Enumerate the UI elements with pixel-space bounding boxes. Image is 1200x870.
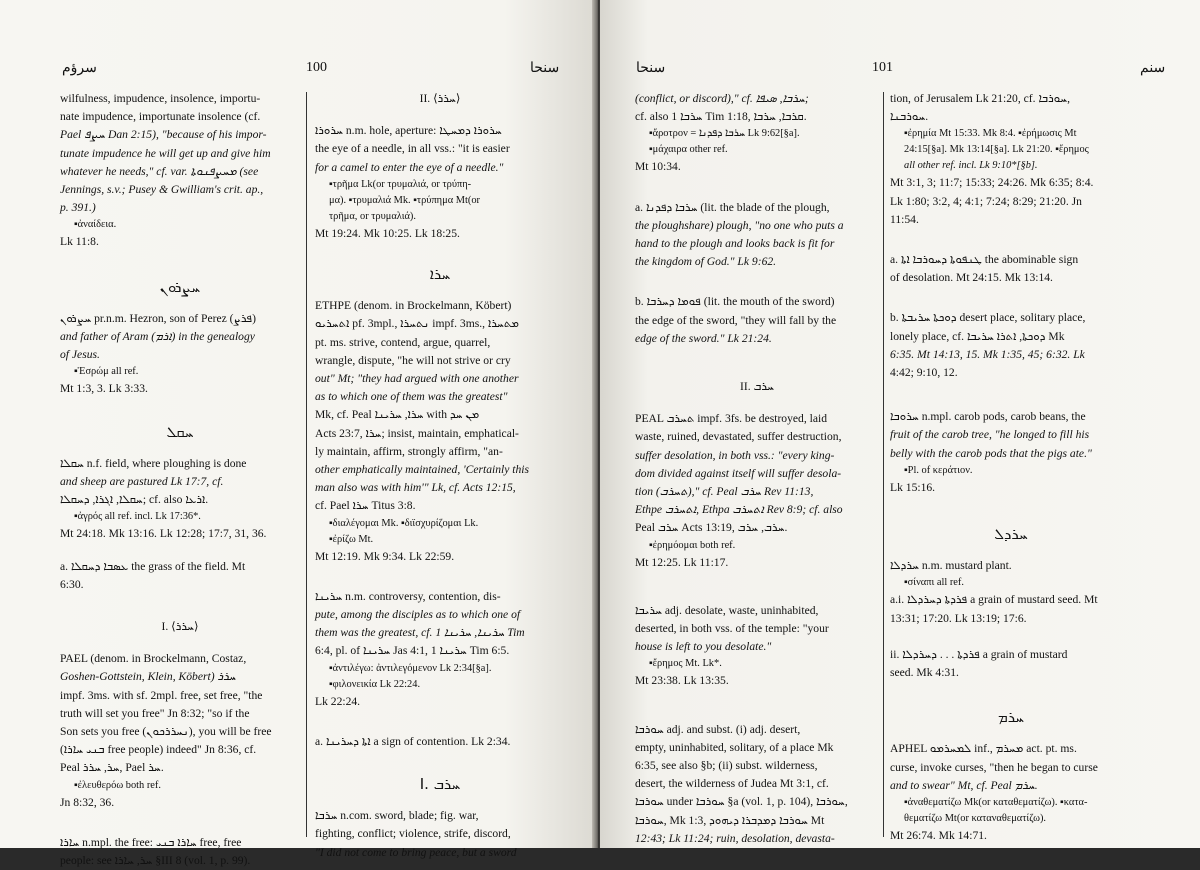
greek-equivalent: ▪ἔρημος Mt. Lk*. [649, 658, 722, 670]
entry-line: ܚܪܝܒܐ adj. desolate, waste, uninhabited, [635, 603, 819, 617]
entry-line: nate impudence, importunate insolence (cf. [60, 110, 261, 124]
reference-line: Lk 11:8. [60, 235, 99, 249]
greek-equivalent: ▪ἐρημία Mt 15:33. Mk 8:4. ▪ἐρήμωσις Mt [904, 128, 1077, 140]
entry-line: other emphatically maintained, 'Certainly this [315, 463, 530, 477]
reference-line: Mt 12:25. Lk 11:17. [635, 555, 729, 569]
left-runhead-left: سرؤم [62, 61, 97, 76]
entry-line: tion (ܬܚܪܒ)," cf. Peal ܚܪܒ Rev 11:13, [635, 485, 814, 499]
root-heading: I. ⟨ܚܪܪ⟩ [161, 620, 199, 634]
entry-line: deserted, in both vss. of the temple: "your [635, 622, 829, 636]
entry-line: 6:35, see also §b; (ii) subst. wilderness, [635, 759, 818, 773]
entry-line: the edge of the sword, "they will fall by the [635, 313, 837, 327]
reference-line: Mt 19:24. Mk 10:25. Lk 18:25. [315, 226, 460, 240]
entry-line: ܚܪܒܐ n.com. sword, blade; fig. war, [315, 809, 479, 823]
entry-line: ܚܘܪܒܐ, Mk 1:3, ܚܘܪܒܐ ܕܡܕܒܪܐ ܕܝܗܘܕ Mt [635, 813, 825, 827]
entry-line: edge of the sword." Lk 21:24. [635, 331, 772, 345]
entry-line: 6:30. [60, 577, 84, 591]
entry-line: ܚܨܪܘܢ pr.n.m. Hezron, son of Perez (ܦܪܨ) [60, 311, 256, 325]
entry-line: Ethpe ܐܬܚܪܒ, Ethpa ܐܬܚܪܒ Rev 8:9; cf. also [635, 503, 843, 517]
entry-line: hand to the plough and looks back is fit for [635, 237, 835, 251]
entry-line: Jennings, s.v.; Pusey & Gwilliam's crit. ap., [60, 183, 264, 197]
greek-equivalent: ▪μάχαιρα other ref. [649, 144, 728, 156]
entry-line: "I did not come to bring peace, but a sword [315, 845, 517, 859]
entry-line: pt. ms. strive, contend, argue, quarrel, [315, 335, 491, 349]
left-page-column-1 [60, 90, 300, 870]
entry-line: tunate impudence he will get up and give him [60, 146, 271, 160]
greek-equivalent: ▪ἐρίζω Mt. [329, 533, 374, 545]
entry-line: the ploughshare) plough, "no one who puts a [635, 218, 844, 232]
greek-equivalent: ▪ἀγρός all ref. incl. Lk 17:36*. [74, 511, 201, 523]
left-page-number: 100 [306, 60, 327, 75]
greek-equivalent: ▪ἐλευθερόω both ref. [74, 779, 161, 791]
entry-line: 6:4, pl. of ܚܪܝܢܐ Jas 4:1, ܚܪܝܢܐ 1 Tim 6:5. [315, 644, 510, 658]
greek-equivalent: θεματίζω Mt(or καταναθεματίζω). [904, 813, 1047, 825]
entry-line: seed. Mk 4:31. [890, 666, 959, 680]
reference-line: Mt 3:1, 3; 11:7; 15:33; 24:26. Mk 6:35; 8:4. [890, 176, 1094, 190]
entry-line: ii. ܦܪܕܬܐ . . . ܕܚܪܕܠܐ a grain of mustard [890, 647, 1068, 661]
entry-line: 12:43; Lk 11:24; ruin, desolation, devasta- [635, 831, 835, 845]
greek-equivalent: τρῆμα, or τρυμαλιά). [329, 210, 416, 222]
entry-line: fighting, conflict; violence, strife, discord, [315, 827, 511, 841]
entry-line: impf. 3ms. with sf. 2mpl. free, set free, "the [60, 688, 263, 702]
entry-line: and father of Aram (ܐܪܡ) in the genealogy [60, 330, 255, 344]
left-page [0, 0, 594, 868]
entry-line: fruit of the carob tree, "he longed to fill his [890, 428, 1090, 442]
root-heading: I. ܚܪܒ [419, 775, 461, 794]
root-heading: II. ܚܪܒ [739, 380, 775, 394]
greek-equivalent: ▪τρῆμα Lk(or τρυμαλιά, or τρύπη- [329, 178, 472, 190]
entry-line: APHEL ܠܡܚܪܡܘ inf., ܡܚܪܡ act. pt. ms. [890, 742, 1077, 756]
reference-line: Lk 22:24. [315, 694, 361, 708]
greek-equivalent: ▪φιλονεικία Lk 22:24. [329, 678, 421, 690]
root-heading: ܚܪܡ [997, 708, 1025, 727]
greek-equivalent: μα). ▪τρυμαλιά Mk. ▪τρύπημα Mt(or [329, 194, 480, 206]
greek-equivalent: 24:15[§a]. Mk 13:14[§a]. Lk 21:20. ▪ἔρημος [904, 144, 1089, 156]
greek-equivalent: ▪ἐρημόομαι both ref. [649, 539, 736, 551]
entry-line: (ܒܢܝ ܚܐܪܐ free people) indeed" Jn 8:36, cf. [60, 743, 257, 757]
entry-line: b. ܦܘܡܐ ܕܚܪܒܐ (lit. the mouth of the sword) [635, 295, 835, 309]
reference-line: Mt 1:3, 3. Lk 3:33. [60, 382, 148, 396]
column-divider [306, 92, 307, 837]
column-divider [883, 92, 884, 837]
right-runhead-left: سنحا [636, 61, 666, 76]
entry-line: PAEL (denom. in Brockelmann, Costaz, [60, 652, 247, 666]
entry-line: a. ܐܬܐ ܕܚܪܝܢܐ a sign of contention. Lk 2:34. [315, 734, 511, 748]
entry-line: Pael ܚܨܦ Dan 2:15), "because of his impor- [60, 128, 267, 142]
right-page-column-1 [635, 90, 879, 848]
greek-equivalent: ▪ἀναθεματίζω Mk(or καταθεματίζω). ▪κατα- [904, 797, 1088, 809]
entry-line: as to which one of them was the greatest" [315, 390, 508, 404]
entry-line: ܚܪܝܢܐ n.m. controversy, contention, dis- [315, 589, 501, 603]
greek-equivalent: ▪ἄροτρον = ܚܪܒܐ ܕܦܕܢܐ Lk 9:62[§a]. [649, 128, 800, 140]
entry-line: ܚܪܘܒܐ n.mpl. carob pods, carob beans, the [890, 410, 1086, 424]
entry-line: 13:31; 17:20. Lk 13:19; 17:6. [890, 611, 1027, 625]
entry-line: PEAL ܬܚܪܒ impf. 3fs. be destroyed, laid [635, 412, 828, 426]
entry-line: ܚܪܕܠܐ n.m. mustard plant. [890, 559, 1012, 573]
entry-line: the eye of a needle, in all vss.: "it is easier [315, 142, 510, 156]
entry-line: a. ܚܪܒܐ ܕܦܕܢܐ (lit. the blade of the plough, [635, 200, 830, 214]
entry-line: man also was with him'" Lk, cf. Acts 12:15, [315, 481, 516, 495]
entry-line: ܚܘܪܒܢܐ. [890, 110, 929, 124]
reference-line: Mt 26:74. Mk 14:71. [890, 829, 987, 843]
entry-line: Acts 23:7, ܚܪܐ; insist, maintain, emphatical- [315, 426, 519, 440]
greek-equivalent: ▪ἀναίδεια. [74, 219, 117, 231]
root-heading: ܚܨܪܘܢ [159, 277, 201, 296]
right-page [600, 0, 1200, 848]
entry-line: out" Mt; "they had argued with one another [315, 372, 519, 386]
entry-line: a. ܥܣܒܐ ܕܚܩܠܐ the grass of the field. Mt [60, 559, 246, 573]
entry-line: (conflict, or discord)," cf. ܚܪܒܐ, ܣܝܦܐ; [635, 92, 809, 105]
right-runhead-right: سنم [1140, 61, 1166, 76]
reference-line: Lk 15:16. [890, 480, 936, 494]
entry-line: Son sets you free (ܢܚܪܪܟܘܢ), you will be free [60, 725, 272, 739]
entry-line: waste, ruined, devastated, suffer destruction, [635, 430, 842, 444]
greek-equivalent: ▪Pl. of κεράτιον. [904, 464, 973, 476]
entry-line: dom divided against itself will suffer desola- [635, 466, 842, 480]
greek-equivalent: all other ref. incl. Lk 9:10*[§b]. [904, 160, 1038, 172]
entry-line: whatever he needs," cf. var. ܡܚܨܦܢܘܬܐ (see [60, 164, 259, 178]
entry-line: ܚܐܪܐ n.mpl. the free: ܚܐܪܐ ܒܢܝ free, free [60, 835, 242, 849]
entry-line: Goshen-Gottstein, Klein, Köbert) ܚܪܪ [60, 670, 236, 684]
entry-line: ܚܩܠܐ, ܐܓܪܐ, ܕܚܩܠܐ; cf. also ܐܪܥܐ. [60, 493, 209, 507]
entry-line: ܚܘܪܒܐ under ܚܘܪܒܐ §a (vol. 1, p. 104), ܚܘܪܒܐ, [635, 795, 848, 809]
entry-line: cf. Pael ܚܪܐ Titus 3:8. [315, 499, 416, 513]
entry-line: wrangle, dispute, "he will not strive or cry [315, 353, 511, 367]
entry-line: of desolation. Mt 24:15. Mk 13:14. [890, 271, 1053, 285]
reference-line: Mt 23:38. Lk 13:35. [635, 674, 729, 688]
reference-line: Lk 1:80; 3:2, 4; 4:1; 7:24; 8:29; 21:20. Jn [890, 194, 1082, 208]
reference-line: Mt 10:34. [635, 160, 681, 174]
root-heading: ܚܩܠ [166, 422, 194, 441]
entry-line: Mk, cf. Peal ܚܪܐ, ܚܪܝܢܐ with ܡܢ ܚܕ [315, 408, 480, 422]
greek-equivalent: ▪Ἑσρώμ all ref. [74, 366, 139, 378]
left-page-column-2 [315, 90, 565, 862]
entry-line: ܚܪܘܪܐ n.m. hole, aperture: ܚܪܘܪܐ ܕܡܚܛܐ [315, 124, 502, 138]
entry-line: a.i. ܦܪܕܬܐ ܕܚܪܕܠܐ a grain of mustard seed. Mt [890, 593, 1098, 607]
entry-line: and to swear" Mt, cf. Peal ܚܪܡ. [890, 778, 1038, 792]
entry-line: a. ܛܢܦܘܬܐ ܕܚܘܪܒܐ ܐܬܐ the abominable sign [890, 253, 1079, 267]
entry-line: 4:42; 9:10, 12. [890, 366, 958, 380]
entry-line: wilfulness, impudence, insolence, importu- [60, 92, 261, 105]
entry-line: ܐܬܚܪܝܘ pf. 3mpl., ܢܬܚܪܐ impf. 3ms., ܡܬܚܪܐ [315, 317, 519, 331]
reference-line: Mt 24:18. Mk 13:16. Lk 12:28; 17:7, 31, 36. [60, 527, 267, 541]
entry-line: the kingdom of God." Lk 9:62. [635, 255, 777, 269]
entry-line: b. ܕܘܟܬܐ ܚܪܝܒܬܐ desert place, solitary place, [890, 311, 1086, 325]
reference-line: Mt 12:19. Mk 9:34. Lk 22:59. [315, 549, 455, 563]
entry-line: p. 391.) [60, 201, 96, 215]
entry-line: for a camel to enter the eye of a needle." [315, 160, 504, 174]
entry-line: of Jesus. [60, 348, 100, 362]
entry-line: belly with the carob pods that the pigs ate." [890, 446, 1092, 460]
left-runhead-right: سنحا [530, 61, 560, 76]
greek-equivalent: ▪σίναπι all ref. [904, 577, 964, 589]
entry-line: Peal ܚܪ, ܚܪܪ, Pael ܚܪ. [60, 761, 164, 775]
entry-line: 6:35. Mt 14:13, 15. Mk 1:35, 45; 6:32. Lk [890, 347, 1085, 361]
greek-equivalent: ▪διαλέγομαι Mk. ▪διϊσχυρίζομαι Lk. [329, 517, 479, 529]
right-page-column-2 [890, 90, 1132, 845]
entry-line: house is left to you desolate." [635, 640, 772, 654]
entry-line: and sheep are pastured Lk 17:7, cf. [60, 475, 224, 489]
entry-line: suffer desolation, in both vss.: "every king- [635, 448, 835, 462]
entry-line: ly maintain, affirm, strongly affirm, "an- [315, 444, 503, 458]
entry-line: truth will set you free" Jn 8:32; "so if the [60, 706, 250, 720]
root-heading: ܚܪܕܠ [994, 525, 1028, 544]
entry-line: ܚܘܪܒܐ adj. and subst. (i) adj. desert, [635, 722, 801, 736]
root-heading: II. ⟨ܚܪܪ⟩ [419, 92, 461, 105]
right-page-number: 101 [872, 60, 893, 75]
entry-line: people: see ܚܪ, ܚܐܪܐ §III 8 (vol. 1, p. 99). [60, 854, 251, 868]
entry-line: ETHPE (denom. in Brockelmann, Köbert) [315, 299, 512, 313]
entry-line: lonely place, cf. ܕܘܟܬܐ, ܐܬܪܐ ܚܪܝܒܐ Mk [890, 329, 1065, 343]
entry-line: cf. also ܚܪܒܐ 1 Tim 1:18, ܩܪܒܐ, ܚܪܒܐ. [635, 110, 807, 124]
greek-equivalent: ▪ἀντιλέγω: ἀντιλεγόμενον Lk 2:34[§a]. [329, 662, 492, 674]
reference-line: Jn 8:32, 36. [60, 795, 115, 809]
entry-line: curse, invoke curses, "then he began to curse [890, 760, 1098, 774]
entry-line: tion, of Jerusalem Lk 21:20, cf. ܚܘܪܒܐ, [890, 92, 1071, 105]
root-heading: ܚܪܐ [429, 265, 451, 284]
entry-line: pute, among the disciples as to which one of [315, 608, 521, 622]
reference-line: 11:54. [890, 212, 919, 226]
entry-line: Peal ܚܪܒ Acts 13:19, ܚܪܒ, ܚܪܒ. [635, 521, 788, 535]
entry-line: ܚܩܠܐ n.f. field, where ploughing is done [60, 456, 247, 470]
entry-line: them was the greatest, cf. ܚܪܝܢܐ, ܚܪܝܢܐ 1 Tim [315, 626, 525, 640]
entry-line: desert, the wilderness of Judea Mt 3:1, cf. [635, 777, 829, 791]
entry-line: empty, uninhabited, solitary, of a place Mk [635, 740, 834, 754]
